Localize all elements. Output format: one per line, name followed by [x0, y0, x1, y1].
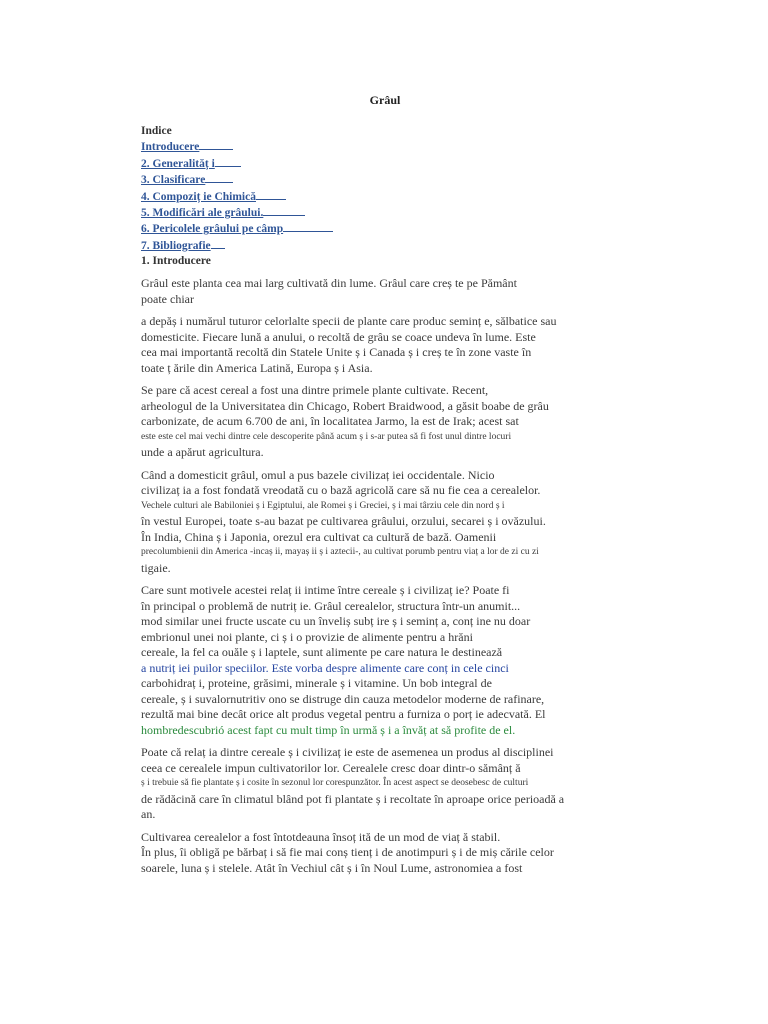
text-line: Când a domesticit grâul, omul a pus bazele civilizaț iei occidentale. Nicio [141, 467, 495, 482]
text-line: În India, China ș i Japonia, orezul era cultivat ca cultură de bază. Oamenii [141, 529, 497, 544]
text-line: domesticite. Fiecare lună a anului, o recoltă de grâu se coace undeva în lume. Este [141, 329, 536, 344]
text-line: În plus, îi obligă pe bărbaț i să fie mai conș tienț i de anotimpuri ș i de miș cările celor [141, 845, 554, 859]
text-line: este este cel mai vechi dintre cele descoperite până acum ș i s-ar putea să fi fost unul dintre locuri [141, 431, 512, 442]
text-line: ș i trebuie să fie plantate ș i cosite în sezonul lor corespunzător. În acest aspect se deosebesc de culturi [141, 778, 529, 788]
text-line: embrionul unei noi plante, ci ș i o provizie de alimente pentru a hrăni [141, 629, 473, 644]
toc-link-modificari[interactable]: 5. Modificări ale grâului. [141, 205, 333, 221]
paragraph-5 [141, 583, 611, 738]
text-line: cea mai importantă recoltă din Statele Unite ș i Canada ș i creș te în zone vaste în [141, 345, 532, 359]
text-line: carbohidraț i, proteine, grăsimi, minerale ș i vitamine. Un bob integral de [141, 676, 492, 690]
text-line: arheologul de la Universitatea din Chicago, Robert Braidwood, a găsit boabe de grâu [141, 398, 549, 413]
toc-link-introducere[interactable]: Introducere [141, 139, 333, 155]
text-line: mod similar unei fructe uscate cu un înveliș subț ire ș i seminț a, conț ine nu doar [141, 614, 531, 628]
text-line: toate ț ările din America Latină, Europa ș i Asia. [141, 360, 373, 375]
document-body [141, 276, 611, 883]
text-line: Vechele culturi ale Babiloniei ș i Egiptului, ale Romei ș i Greciei, ș i mai târziu cele din nord ș i [141, 500, 505, 511]
paragraph-4 [141, 468, 611, 577]
toc-heading: Indice [141, 125, 172, 137]
text-line: de rădăcină care în climatul blând pot fi plantate ș i recoltate în aproape orice perioadă a [141, 791, 565, 806]
text-line: ceea ce cerealele impun cultivatorilor lor. Cerealele cresc doar dintr-o sămânț ă [141, 760, 521, 775]
toc-link-compozitie-chimica[interactable]: 4. Compoziț ie Chimică [141, 189, 333, 205]
text-line: cereale, ș i suvalornutritiv ono se distruge din cauza metodelor moderne de rafinare, [141, 691, 545, 706]
text-line: Care sunt motivele acestei relaț ii intime între cereale ș i civilizaț ie? Poate fi [141, 583, 510, 597]
text-line: Se pare că acest cereal a fost una dintre primele plante cultivate. Recent, [141, 383, 489, 397]
toc-link-bibliografie[interactable]: 7. Bibliografie [141, 238, 333, 254]
text-line: a depăș i numărul tuturor celorlalte specii de plante care produc seminț e, sălbatice sau [141, 314, 557, 328]
text-line: Poate că relaț ia dintre cereale ș i civilizaț ie este de asemenea un produs al disciplinei [141, 745, 554, 759]
text-line: rezultă mai bine decât orice alt produs vegetal pentru a furniza o porț ie adecvată. El [141, 707, 546, 721]
text-line: carbonizate, de acum 6.700 de ani, în localitatea Jarmo, la est de Irak; acest sat [141, 414, 519, 428]
paragraph-7 [141, 830, 611, 877]
text-line: hombredescubrió acest fapt cu mult timp în urmă ș i a învăț at să profite de el. [141, 722, 516, 737]
text-line: an. [141, 807, 156, 821]
section-heading: 1. Introducere [141, 255, 211, 267]
text-line: precolumbienii din America -incaș ii, mayaș ii ș i aztecii-, au cultivat porumb pentru viaț a lor de zi cu zi [141, 547, 539, 557]
toc-link-pericolele[interactable]: 6. Pericolele grâului pe câmp [141, 221, 333, 237]
text-line: poate chiar [141, 291, 194, 306]
toc-link-generalitati[interactable]: 2. Generalităț i [141, 156, 333, 172]
text-line: tigaie. [141, 560, 171, 575]
paragraph-1 [141, 276, 611, 307]
toc-link-clasificare[interactable]: 3. Clasificare [141, 172, 333, 188]
text-line: cereale, la fel ca ouăle ș i laptele, sunt alimente pe care natura le destinează [141, 645, 503, 659]
text-line: unde a apărut agricultura. [141, 445, 264, 459]
text-line: soarele, luna ș i stelele. Atât în Vechiul cât ș i în Noul Lume, astronomiea a fost [141, 860, 523, 875]
text-line: în principal o problemă de nutriț ie. Grâul cerealelor, structura într-un anumit... [141, 598, 521, 613]
text-line: a nutriț iei puilor speciilor. Este vorba despre alimente care conț in cele cinci [141, 660, 509, 675]
text-line: în vestul Europei, toate s-au bazat pe cultivarea grâului, orzului, secarei ș i ovăzului. [141, 514, 546, 528]
text-line: Grâul este planta cea mai larg cultivată din lume. Grâul care creș te pe Pământ [141, 276, 517, 290]
table-of-contents [141, 124, 333, 254]
text-line: Cultivarea cerealelor a fost întotdeauna însoț ită de un mod de viaț ă stabil. [141, 829, 501, 844]
text-line: civilizaț ia a fost fondată vreodată cu o bază agricolă care să nu fie cea a cerealelor. [141, 483, 541, 497]
paragraph-3 [141, 383, 611, 461]
document-title: Grâul [369, 93, 401, 107]
paragraph-2 [141, 314, 611, 376]
paragraph-6 [141, 745, 611, 823]
